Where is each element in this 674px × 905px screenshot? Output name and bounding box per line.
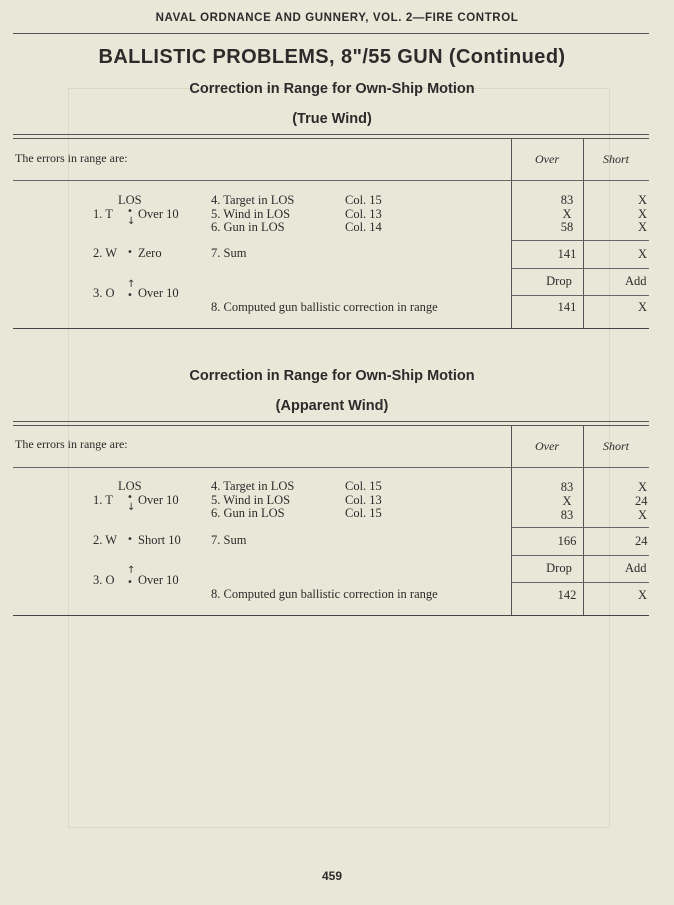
sum-label: 7. Sum — [211, 246, 247, 260]
dot-icon: • — [127, 492, 133, 503]
diagram-w-label: 2. W — [93, 533, 118, 547]
row-divider — [511, 268, 649, 269]
page-title: BALLISTIC PROBLEMS, 8"/55 GUN (Continued) — [98, 46, 566, 68]
item-gun-over: 58 — [560, 220, 574, 234]
table-top-rule — [13, 134, 649, 135]
short-header: Short — [602, 439, 629, 453]
table-top-rule-2 — [13, 425, 649, 426]
computed-label: 8. Computed gun ballistic correction in range — [211, 587, 438, 601]
row-divider — [511, 582, 649, 583]
item-gun-short: X — [638, 220, 648, 234]
sum-short: 24 — [635, 534, 648, 548]
item-target-over: 83 — [560, 193, 574, 207]
over-header: Over — [535, 152, 559, 166]
dot-icon: • — [127, 577, 133, 588]
item-wind-short: 24 — [635, 494, 648, 508]
sum-over: 166 — [557, 534, 577, 548]
item-wind-label: 5. Wind in LOS — [211, 493, 291, 507]
arrow-down-icon: ↓ — [127, 502, 136, 513]
computed-short: X — [638, 588, 648, 602]
table-top-rule-2 — [13, 138, 649, 139]
item-target-label: 4. Target in LOS — [211, 193, 295, 207]
computed-over: 141 — [557, 300, 577, 314]
section-subtitle: Correction in Range for Own-Ship Motion — [189, 368, 475, 384]
item-gun-col: Col. 15 — [345, 506, 382, 520]
diagram-o-label: 3. O — [93, 286, 115, 300]
section-wind-type: (True Wind) — [292, 111, 372, 127]
computed-over: 142 — [557, 588, 577, 602]
item-target-short: X — [638, 480, 648, 494]
item-wind-col: Col. 13 — [345, 493, 382, 507]
arrow-down-icon: ↓ — [127, 216, 136, 227]
item-target-col: Col. 15 — [345, 193, 382, 207]
drop-label: Drop — [546, 274, 572, 288]
diagram-w-value: Short 10 — [138, 533, 181, 547]
item-target-col: Col. 15 — [345, 479, 382, 493]
los-label: LOS — [118, 193, 142, 207]
diagram-t-value: Over 10 — [138, 493, 179, 507]
los-label: LOS — [118, 479, 142, 493]
dot-icon: • — [127, 206, 133, 217]
over-header: Over — [535, 439, 559, 453]
page-number: 459 — [321, 869, 343, 883]
item-target-short: X — [638, 193, 648, 207]
item-wind-label: 5. Wind in LOS — [211, 207, 291, 221]
diagram-t-value: Over 10 — [138, 207, 179, 221]
computed-short: X — [638, 300, 648, 314]
table-bottom-rule — [13, 328, 649, 329]
header-rule — [13, 33, 649, 34]
item-wind-short: X — [638, 207, 648, 221]
dot-icon: • — [127, 247, 133, 258]
arrow-up-icon: ↑ — [127, 279, 136, 290]
row-divider — [511, 240, 649, 241]
section-wind-type: (Apparent Wind) — [275, 398, 389, 414]
item-wind-over: X — [562, 207, 572, 221]
dot-icon: • — [127, 290, 133, 301]
item-gun-short: X — [638, 508, 648, 522]
errors-label: The errors in range are: — [15, 151, 128, 165]
item-gun-over: 83 — [560, 508, 574, 522]
item-wind-over: X — [562, 494, 572, 508]
header-underline — [13, 180, 649, 181]
sum-over: 141 — [557, 247, 577, 261]
sum-label: 7. Sum — [211, 533, 247, 547]
running-header: NAVAL ORDNANCE AND GUNNERY, VOL. 2—FIRE CONTROL — [155, 12, 519, 24]
diagram-o-label: 3. O — [93, 573, 115, 587]
table-top-rule — [13, 421, 649, 422]
diagram-w-label: 2. W — [93, 246, 118, 260]
dot-icon: • — [127, 534, 133, 545]
item-gun-label: 6. Gun in LOS — [211, 506, 285, 520]
item-target-over: 83 — [560, 480, 574, 494]
row-divider — [511, 555, 649, 556]
item-wind-col: Col. 13 — [345, 207, 382, 221]
item-gun-label: 6. Gun in LOS — [211, 220, 285, 234]
short-header: Short — [602, 152, 629, 166]
diagram-w-value: Zero — [138, 246, 162, 260]
computed-label: 8. Computed gun ballistic correction in range — [211, 300, 438, 314]
row-divider — [511, 295, 649, 296]
sum-short: X — [638, 247, 648, 261]
item-target-label: 4. Target in LOS — [211, 479, 295, 493]
add-label: Add — [625, 561, 647, 575]
diagram-t-label: 1. T — [93, 493, 113, 507]
add-label: Add — [625, 274, 647, 288]
table-bottom-rule — [13, 615, 649, 616]
diagram-o-value: Over 10 — [138, 286, 179, 300]
row-divider — [511, 527, 649, 528]
item-gun-col: Col. 14 — [345, 220, 382, 234]
diagram-t-label: 1. T — [93, 207, 113, 221]
section-subtitle: Correction in Range for Own-Ship Motion — [189, 81, 475, 97]
drop-label: Drop — [546, 561, 572, 575]
diagram-o-value: Over 10 — [138, 573, 179, 587]
errors-label: The errors in range are: — [15, 437, 128, 451]
header-underline — [13, 467, 649, 468]
arrow-up-icon: ↑ — [127, 565, 136, 576]
